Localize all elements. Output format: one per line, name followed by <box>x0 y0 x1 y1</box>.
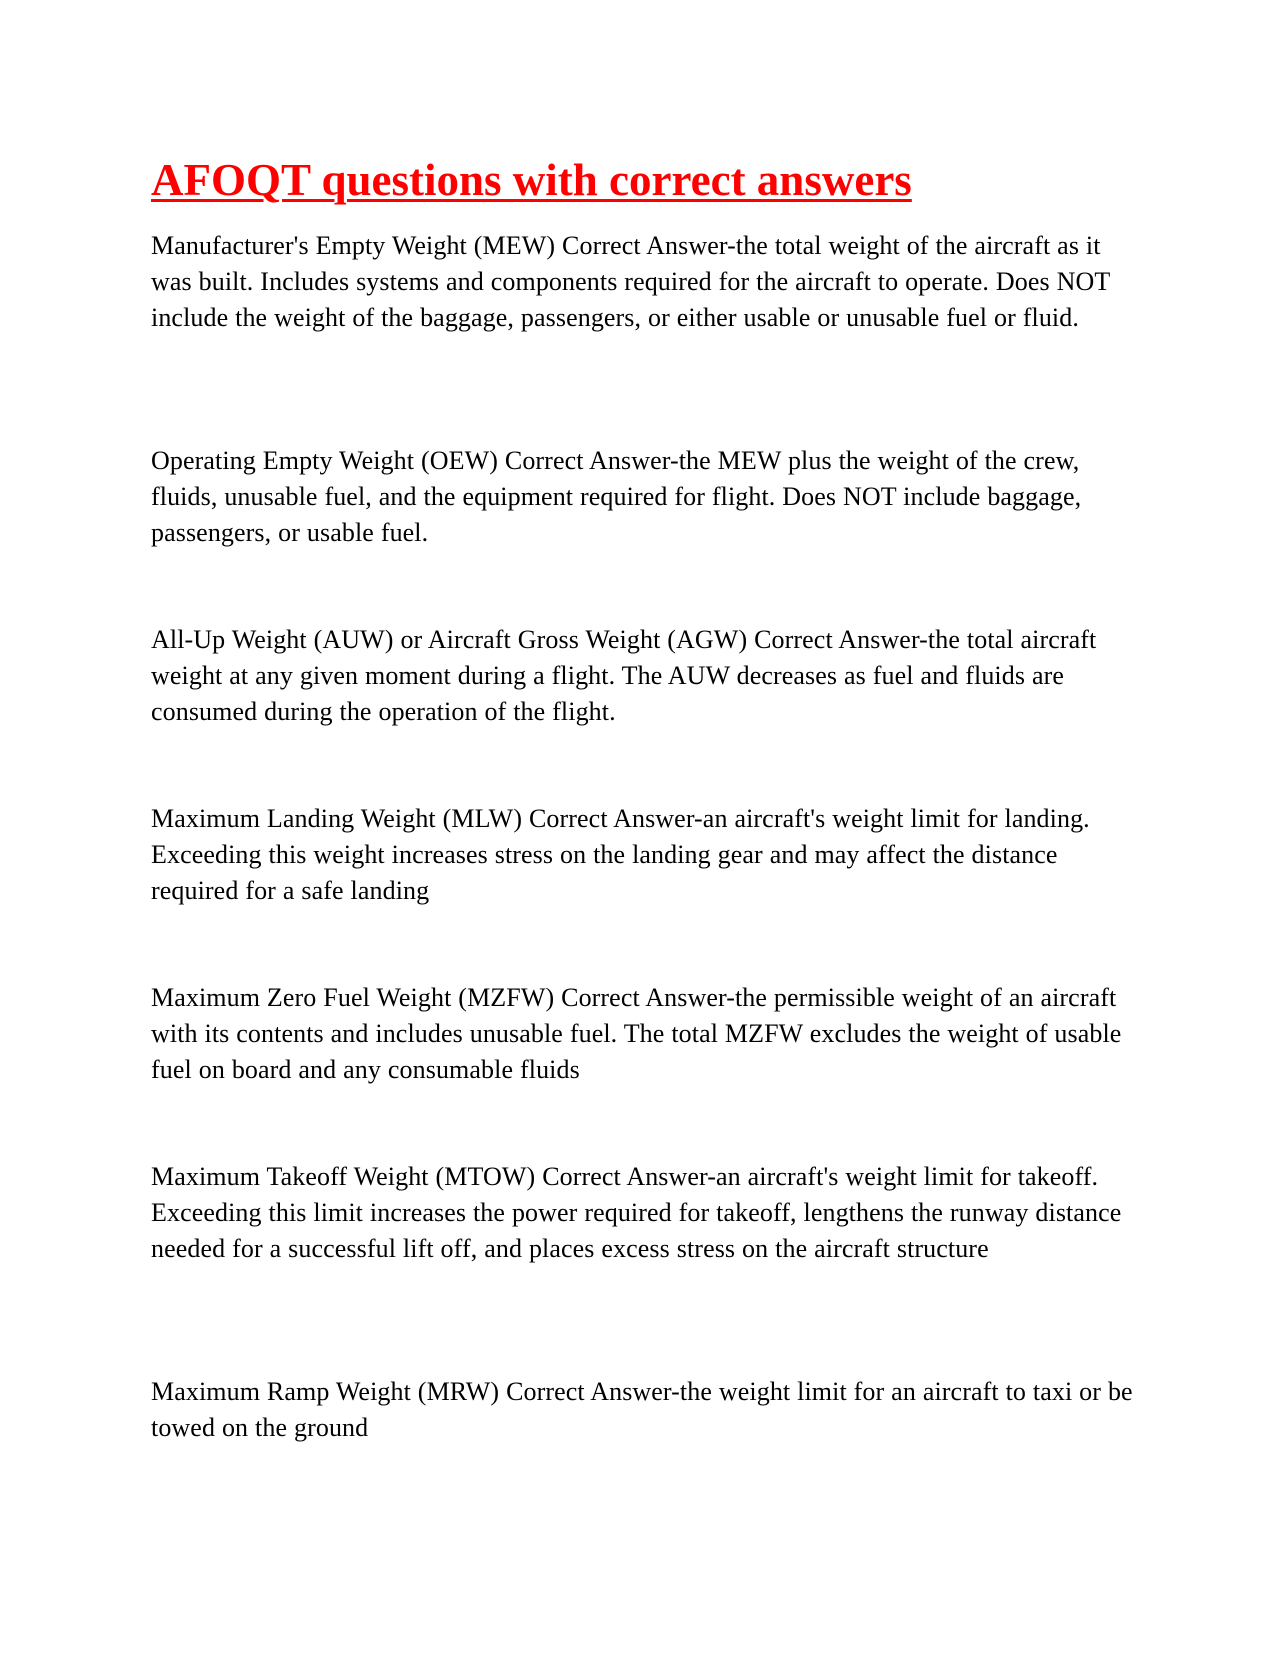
qa-entry-mew: Manufacturer's Empty Weight (MEW) Correct Answer-the total weight of the aircraft as it was built. Includes systems and components required for the aircraft to operate. Does NOT include the weight of the baggage, passengers, or either usable or unusable fuel or fluid. <box>151 231 1110 333</box>
qa-entry-auw: All-Up Weight (AUW) or Aircraft Gross Weight (AGW) Correct Answer-the total aircraft weight at any given moment during a flight. The AUW decreases as fuel and fluids are consumed during the operation of the flight. <box>151 625 1097 727</box>
qa-entry-mlw: Maximum Landing Weight (MLW) Correct Answer-an aircraft's weight limit for landing. Exceeding this weight increases stress on the landing gear and may affect the distance required for a safe landing <box>151 804 1090 906</box>
qa-entry-mzfw: Maximum Zero Fuel Weight (MZFW) Correct Answer-the permissible weight of an aircraft with its contents and includes unusable fuel. The total MZFW excludes the weight of usable fuel on board and any consumable fluids <box>151 983 1122 1085</box>
qa-entry-mtow: Maximum Takeoff Weight (MTOW) Correct Answer-an aircraft's weight limit for takeoff. Exceeding this limit increases the power required for takeoff, lengthens the runway distance needed for a successful lift off, and places excess stress on the aircraft structure <box>151 1162 1122 1264</box>
qa-entry-oew: Operating Empty Weight (OEW) Correct Answer-the MEW plus the weight of the crew, fluids, unusable fuel, and the equipment required for flight. Does NOT include baggage, passengers, or usable fuel. <box>151 446 1082 548</box>
document-title: AFOQT questions with correct answers <box>151 155 912 205</box>
qa-entry-mrw: Maximum Ramp Weight (MRW) Correct Answer-the weight limit for an aircraft to taxi or be towed on the ground <box>151 1377 1133 1443</box>
